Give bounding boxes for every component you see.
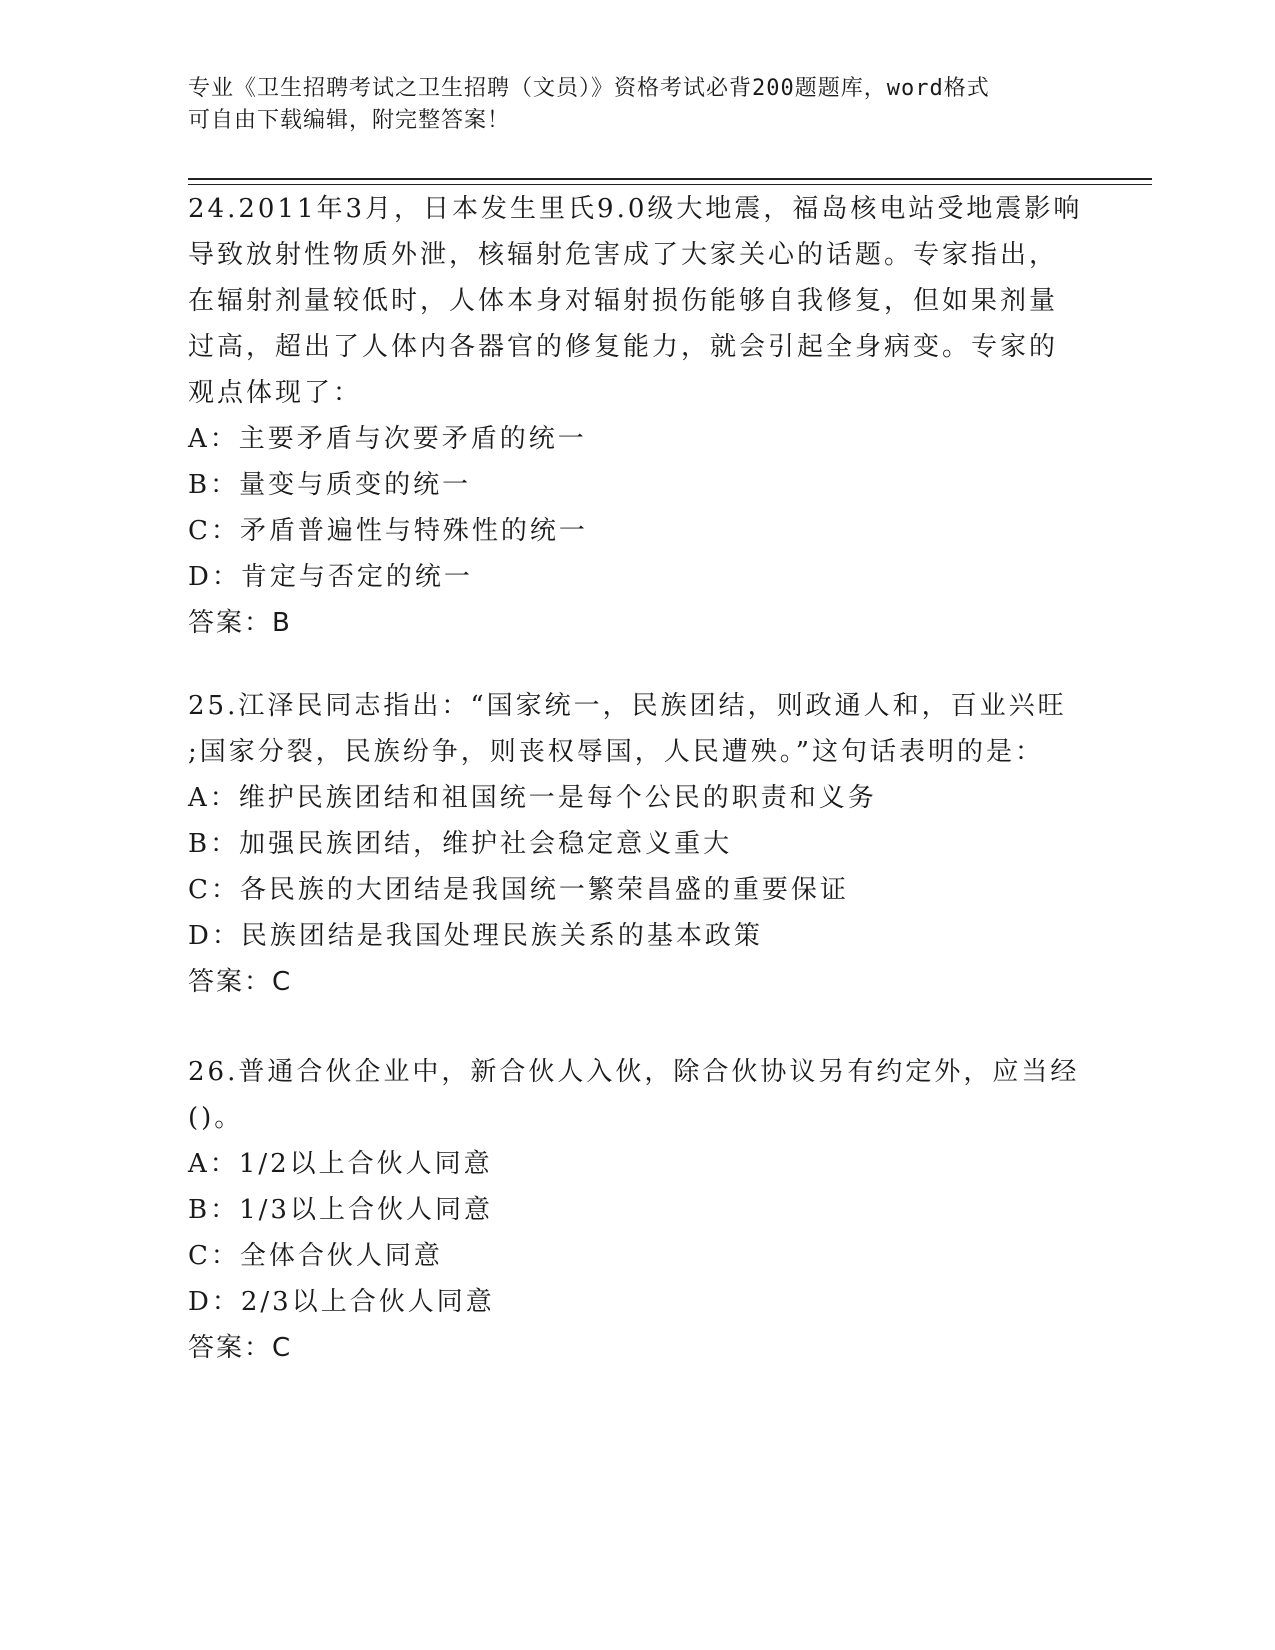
answer-line: 答案：B (188, 608, 292, 638)
question-24 (188, 186, 1088, 646)
question-stem-line: 24.2011年3月，日本发生里氏9.0级大地震，福岛核电站受地震影响 (188, 194, 1083, 224)
option-b: B：1/3以上合伙人同意 (188, 1195, 493, 1225)
header-divider-thick (188, 178, 1152, 180)
question-stem-line: 26.普通合伙企业中，新合伙人入伙，除合伙协议另有约定外，应当经 (188, 1057, 1080, 1087)
option-d: D：2/3以上合伙人同意 (188, 1287, 495, 1317)
header-title-line1: 专业《卫生招聘考试之卫生招聘（文员）》资格考试必背200题题库，word格式 (188, 76, 990, 101)
header-title-line2: 可自由下载编辑，附完整答案！ (188, 108, 511, 133)
option-b: B：量变与质变的统一 (188, 470, 472, 500)
question-stem-line: ;国家分裂，民族纷争，则丧权辱国，人民遭殃。”这句话表明的是： (188, 737, 1045, 767)
option-d: D：民族团结是我国处理民族关系的基本政策 (188, 921, 763, 951)
option-a: A：1/2以上合伙人同意 (188, 1149, 493, 1179)
question-stem-line: ()。 (188, 1103, 244, 1133)
document-header (188, 73, 1068, 137)
question-stem-line: 在辐射剂量较低时，人体本身对辐射损伤能够自我修复，但如果剂量 (188, 286, 1059, 316)
option-c: C：矛盾普遍性与特殊性的统一 (188, 516, 588, 546)
answer-line: 答案：C (188, 967, 293, 997)
option-c: C：各民族的大团结是我国统一繁荣昌盛的重要保证 (188, 875, 849, 905)
option-b: B：加强民族团结，维护社会稳定意义重大 (188, 829, 733, 859)
question-stem-line: 过高，超出了人体内各器官的修复能力，就会引起全身病变。专家的 (188, 332, 1059, 362)
question-stem-line: 观点体现了： (188, 378, 363, 408)
question-25 (188, 683, 1088, 1005)
header-divider-thin (188, 184, 1152, 185)
option-a: A：主要矛盾与次要矛盾的统一 (188, 424, 587, 454)
question-26 (188, 1049, 1088, 1371)
question-stem-line: 25.江泽民同志指出：“国家统一，民族团结，则政通人和，百业兴旺 (188, 691, 1067, 721)
option-d: D：肯定与否定的统一 (188, 562, 473, 592)
option-a: A：维护民族团结和祖国统一是每个公民的职责和义务 (188, 783, 877, 813)
question-stem-line: 导致放射性物质外泄，核辐射危害成了大家关心的话题。专家指出， (188, 240, 1059, 270)
option-c: C：全体合伙人同意 (188, 1241, 443, 1271)
answer-line: 答案：C (188, 1333, 293, 1363)
